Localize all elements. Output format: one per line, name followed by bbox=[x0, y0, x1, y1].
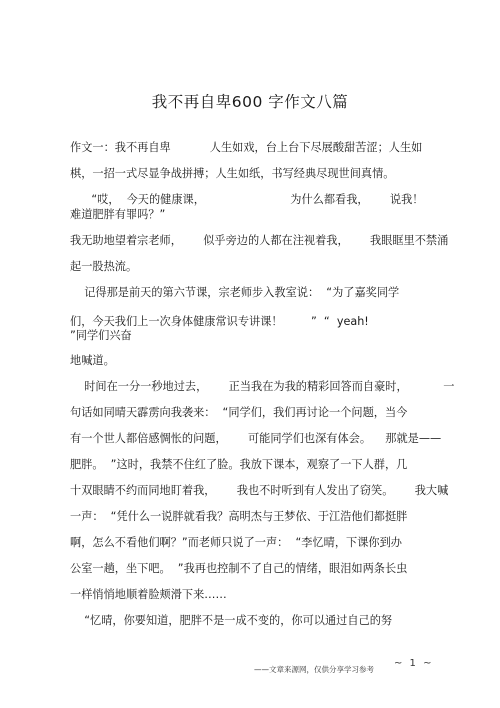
text-line: 起一股热流。 bbox=[70, 260, 138, 273]
text-line: 棋，一招一式尽显争战拼搏；人生如纸，书写经典尽现世间真情。 bbox=[70, 167, 395, 180]
text-line: 们，今天我们上一次身体健康常识专讲课！ ” “ yeah! bbox=[70, 315, 369, 328]
text-line: 十双眼睛不约而同地盯着我， 我也不时听到有人发出了窃笑。 我大喊 bbox=[70, 484, 449, 497]
page-number: ~ 1 ~ bbox=[394, 658, 434, 669]
text-line: ”同学们兴奋 bbox=[70, 329, 132, 342]
text-line: 难道肥胖有罪吗？” bbox=[70, 208, 166, 221]
text-line: 句话如同晴天霹雳向我袭来： “同学们，我们再讨论一个问题，当今 bbox=[70, 406, 408, 419]
text-line: 我无助地望着宗老师， 似乎旁边的人都在注视着我， 我眼眶里不禁涌 bbox=[70, 234, 449, 247]
text-line: 肥胖。 ”这时，我禁不住红了脸。我放下课本，观察了一下人群，几 bbox=[70, 458, 408, 471]
text-line: 啊，怎么不看他们啊？”而老师只说了一声： “李忆晴，下课你到办 bbox=[70, 536, 402, 549]
footer-source-note: ——文章来源网，仅供分享学习参考 bbox=[254, 665, 374, 674]
text-line: 作文一：我不再自卑 人生如戏，台上台下尽展酸甜苦涩；人生如 bbox=[70, 141, 423, 154]
text-line: “哎， 今天的健康课， 为什么都看我， 说我！ bbox=[70, 193, 424, 206]
text-line: 一样悄悄地顺着脸颊滑下来…… bbox=[70, 588, 227, 601]
text-line: 有一个世人都倍感惆怅的问题， 可能同学们也深有体会。 那就是—— bbox=[70, 432, 442, 445]
text-line: 地喊道。 bbox=[70, 354, 115, 367]
text-line: 公室一趟，坐下吧。 ”我再也控制不了自己的情绪，眼泪如两条长虫 bbox=[70, 562, 408, 575]
document-title: 我不再自卑600 字作文八篇 bbox=[151, 93, 349, 111]
text-line: “忆晴，你要知道，肥胖不是一成不变的，你可以通过自己的努 bbox=[70, 614, 393, 627]
text-line: 记得那是前天的第六节课，宗老师步入教室说： “为了嘉奖同学 bbox=[70, 286, 400, 299]
text-line: 一声： “凭什么一说胖就看我？高明杰与王梦依、于江浩他们都挺胖 bbox=[70, 510, 408, 523]
text-line: 时间在一分一秒地过去， 正当我在为我的精彩回答而自豪时， 一 bbox=[70, 380, 455, 393]
